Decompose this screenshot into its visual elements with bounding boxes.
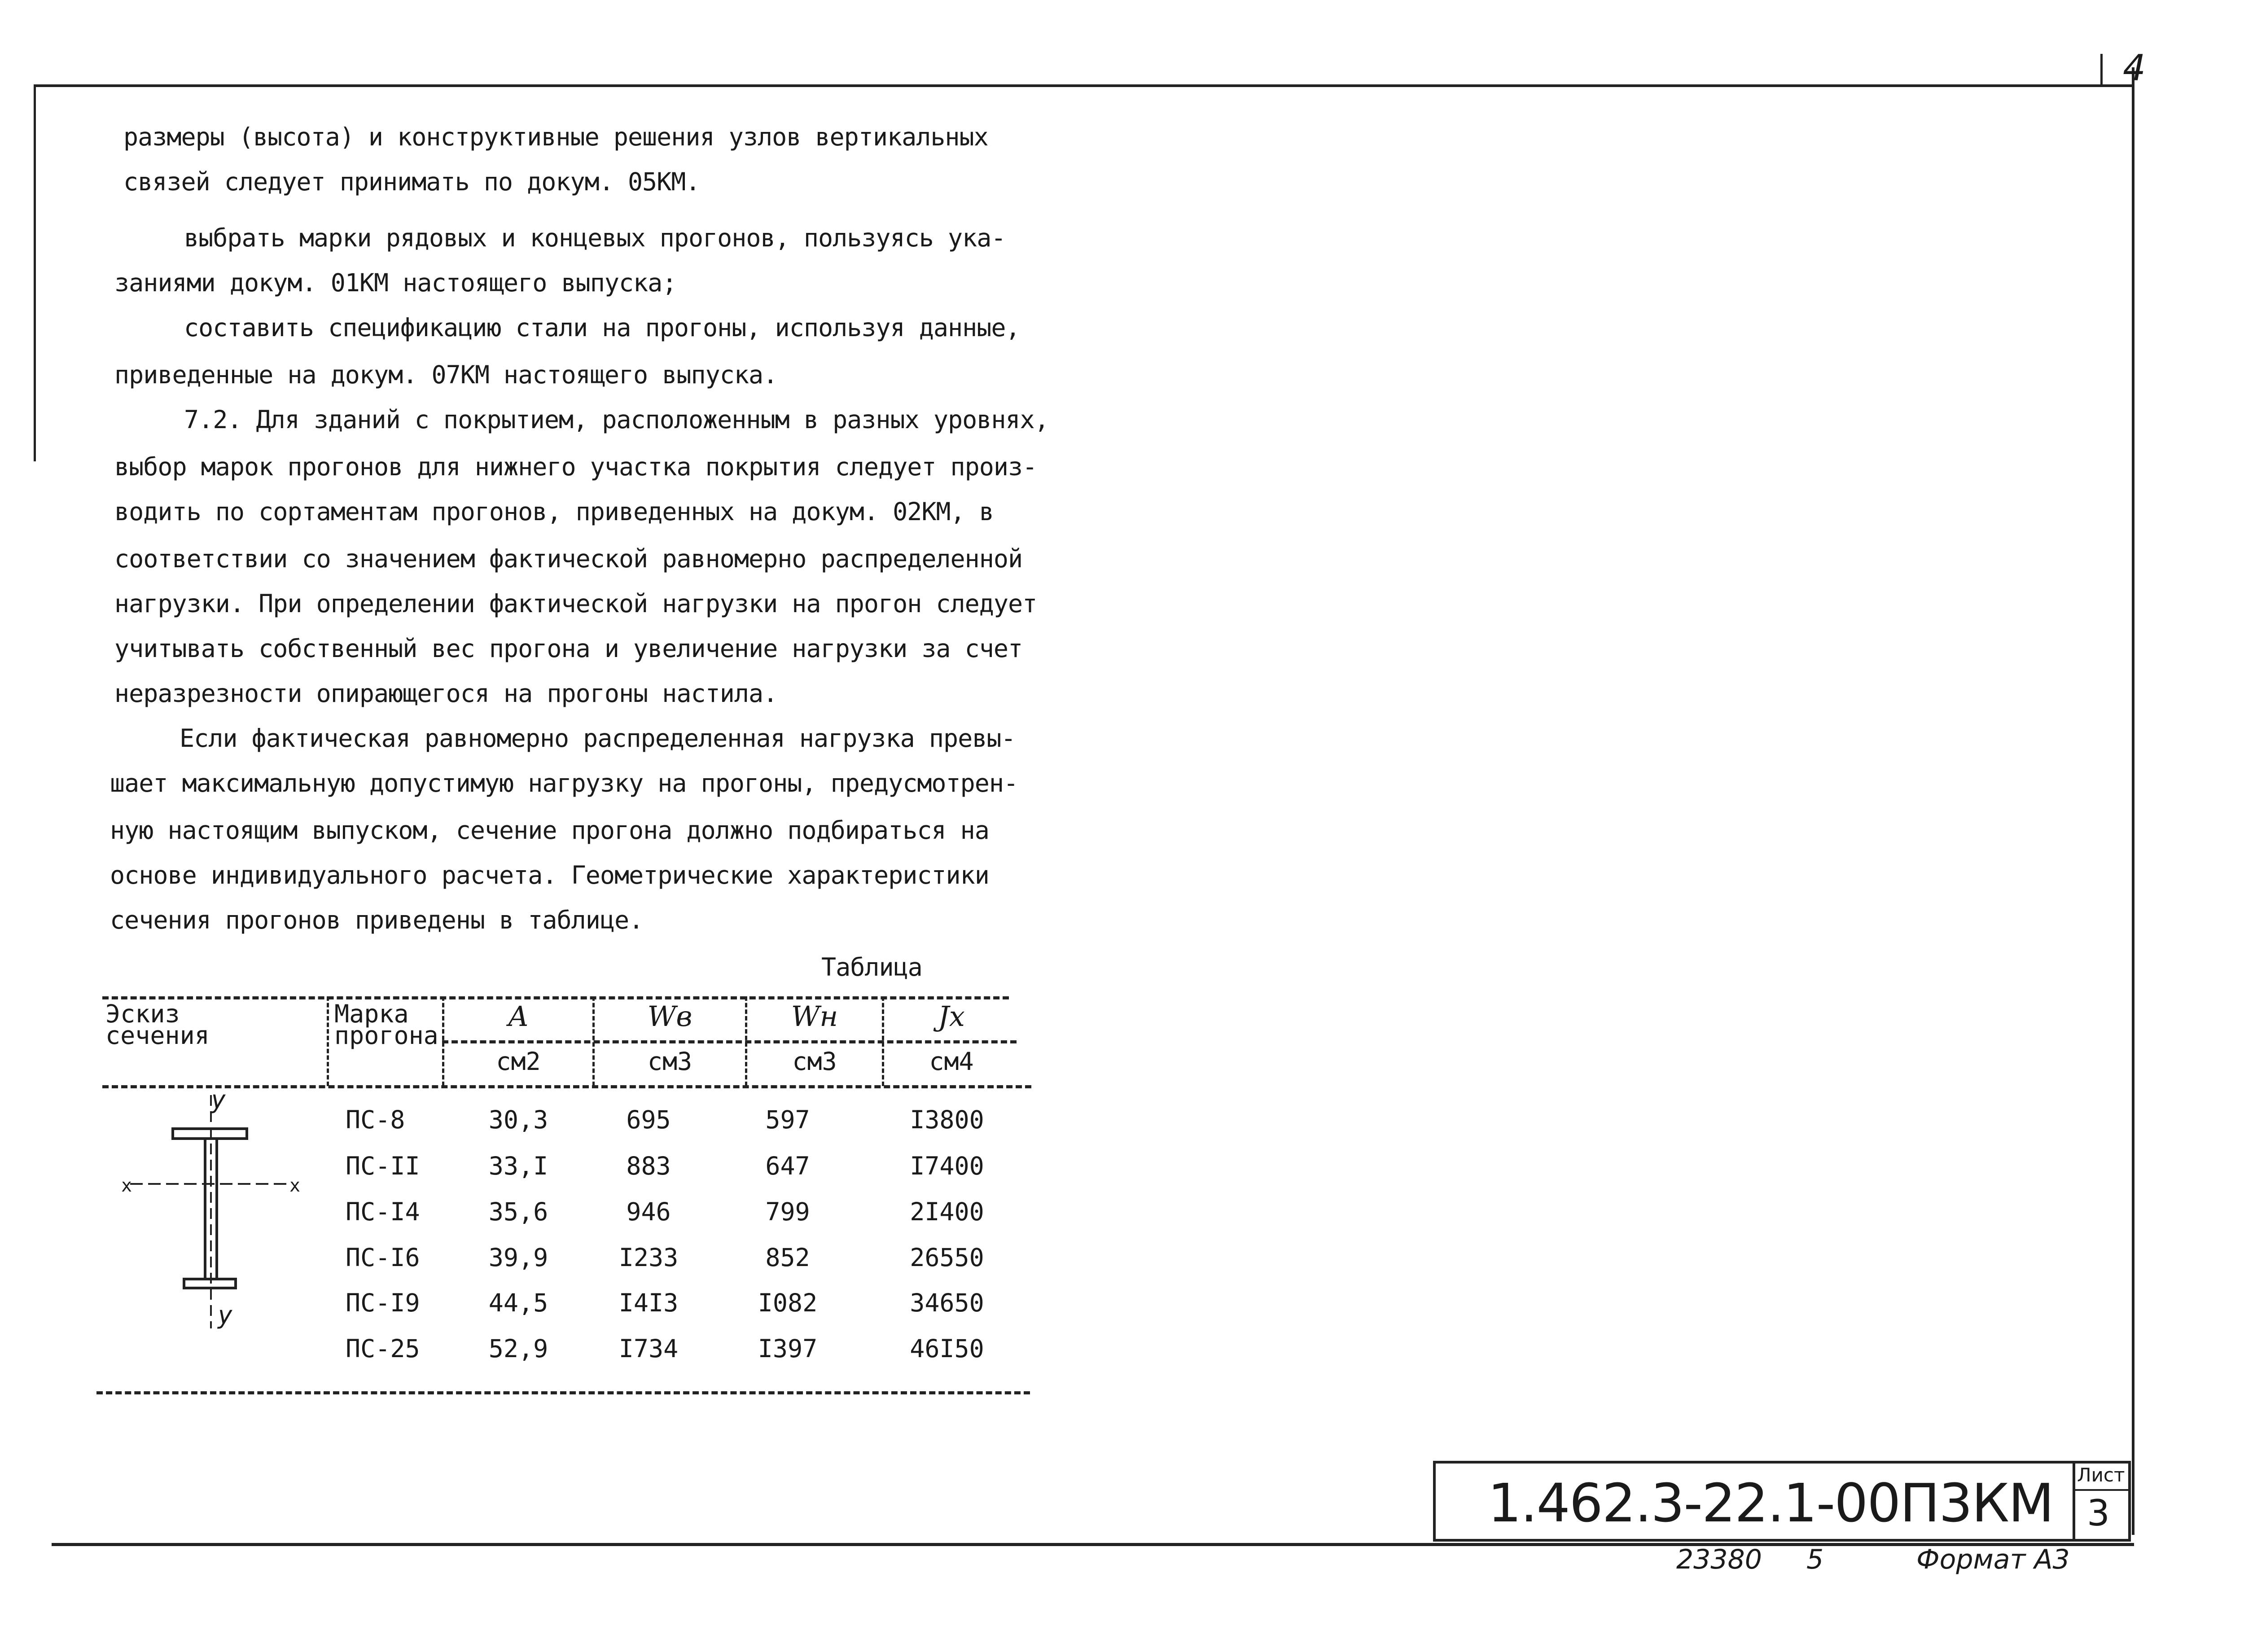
frame-top-border: [34, 84, 2134, 87]
text-line: выбрать марки рядовых и концевых прогонов, пользуясь ука-: [184, 223, 1006, 252]
header-a-symbol: A: [508, 1000, 529, 1033]
cell-jx: I3800: [910, 1105, 984, 1134]
cell-mark: ПС-8: [346, 1105, 405, 1134]
cell-wv: 883: [626, 1152, 671, 1180]
cell-wv: I4I3: [618, 1288, 679, 1317]
text-line: нагрузки. При определении фактической нагрузки на прогон следует: [114, 589, 1037, 618]
text-line: основе индивидуального расчета. Геометрические характеристики: [110, 861, 989, 890]
document-code: 1.462.3-22.1-00П3КМ: [1488, 1472, 2053, 1534]
table-bottom-rule: [96, 1391, 1030, 1394]
cell-jx: I7400: [910, 1152, 984, 1180]
cell-a: 33,I: [488, 1152, 548, 1180]
axis-y-top-label: y: [211, 1085, 226, 1114]
cell-a: 52,9: [488, 1334, 548, 1363]
header-jx-symbol: Jx: [938, 1000, 965, 1033]
cell-wn: I397: [758, 1334, 818, 1363]
cell-mark: ПС-II: [346, 1152, 420, 1180]
header-wv-symbol: Wв: [647, 1000, 692, 1033]
stamp-divider: [2073, 1461, 2075, 1542]
header-jx-unit: см4: [929, 1047, 974, 1076]
text-line: неразрезности опирающегося на прогоны настила.: [114, 679, 778, 708]
cell-jx: 34650: [910, 1288, 984, 1317]
text-line: шает максимальную допустимую нагрузку на прогоны, предусмотрен-: [110, 769, 1018, 798]
axis-x-right-label: x: [289, 1175, 301, 1196]
header-wn-symbol: Wн: [791, 1000, 838, 1033]
text-line: связей следует принимать по докум. 05КМ.: [123, 167, 700, 196]
header-mark: Марка прогона: [334, 999, 438, 1050]
corner-tick: [2100, 54, 2103, 85]
cell-wv: 946: [626, 1197, 671, 1226]
frame-right-border: [2132, 67, 2134, 1535]
cell-jx: 26550: [910, 1243, 984, 1272]
cell-mark: ПС-25: [346, 1334, 420, 1363]
axis-y-bottom-label: y: [218, 1301, 233, 1329]
table-caption: Таблица: [821, 953, 922, 982]
header-sketch: Эскиз сечения: [105, 999, 210, 1050]
text-line: водить по сортаментам прогонов, приведенных на докум. 02КМ, в: [114, 497, 994, 526]
text-line: приведенные на докум. 07КМ настоящего выпуска.: [114, 360, 778, 389]
text-line: 7.2. Для зданий с покрытием, расположенным в разных уровнях,: [184, 405, 1049, 434]
stamp-subdivider: [2073, 1489, 2131, 1491]
cell-wv: 695: [626, 1105, 671, 1134]
header-wv-unit: см3: [647, 1047, 692, 1076]
cell-jx: 2I400: [910, 1197, 984, 1226]
cell-wv: I734: [618, 1334, 679, 1363]
corner-mark: 4: [2123, 47, 2146, 89]
text-line: соответствии со значением фактической равномерно распределенной: [114, 544, 1023, 573]
cell-wn: 852: [765, 1243, 810, 1272]
sheet-label: Лист: [2077, 1464, 2125, 1486]
cell-mark: ПС-I9: [346, 1288, 420, 1317]
text-line: Если фактическая равномерно распределенная нагрузка превы-: [180, 724, 1016, 753]
table-col-divider: [327, 996, 329, 1086]
cell-wn: 799: [765, 1197, 810, 1226]
copy-number: 5: [1806, 1544, 1824, 1575]
cell-a: 35,6: [488, 1197, 548, 1226]
text-line: сечения прогонов приведены в таблице.: [110, 906, 644, 934]
sheet-number: 3: [2087, 1492, 2110, 1534]
axis-x-left-label: x: [121, 1175, 132, 1196]
cell-mark: ПС-I4: [346, 1197, 420, 1226]
cell-wv: I233: [618, 1243, 679, 1272]
header-wn-unit: см3: [792, 1047, 837, 1076]
text-line: составить спецификацию стали на прогоны, используя данные,: [184, 313, 1020, 342]
cell-wn: I082: [758, 1288, 818, 1317]
cell-a: 39,9: [488, 1243, 548, 1272]
text-line: размеры (высота) и конструктивные решения узлов вертикальных: [123, 123, 988, 151]
inventory-number: 23380: [1676, 1544, 1762, 1575]
cell-a: 44,5: [488, 1288, 548, 1317]
text-line: заниями докум. 01КМ настоящего выпуска;: [114, 268, 677, 297]
table-header-divider: [442, 1040, 1017, 1043]
frame-left-border: [34, 84, 36, 461]
format-label: Формат А3: [1916, 1544, 2070, 1575]
text-line: ную настоящим выпуском, сечение прогона должно подбираться на: [110, 816, 989, 845]
text-line: учитывать собственный вес прогона и увеличение нагрузки за счет: [114, 634, 1023, 663]
header-a-unit: см2: [496, 1047, 541, 1076]
i-beam-section-sketch: [112, 1086, 314, 1337]
table-top-rule: [102, 996, 1009, 999]
text-line: выбор марок прогонов для нижнего участка покрытия следует произ-: [114, 452, 1037, 481]
cell-jx: 46I50: [910, 1334, 984, 1363]
cell-mark: ПС-I6: [346, 1243, 420, 1272]
cell-a: 30,3: [488, 1105, 548, 1134]
cell-wn: 647: [765, 1152, 810, 1180]
cell-wn: 597: [765, 1105, 810, 1134]
